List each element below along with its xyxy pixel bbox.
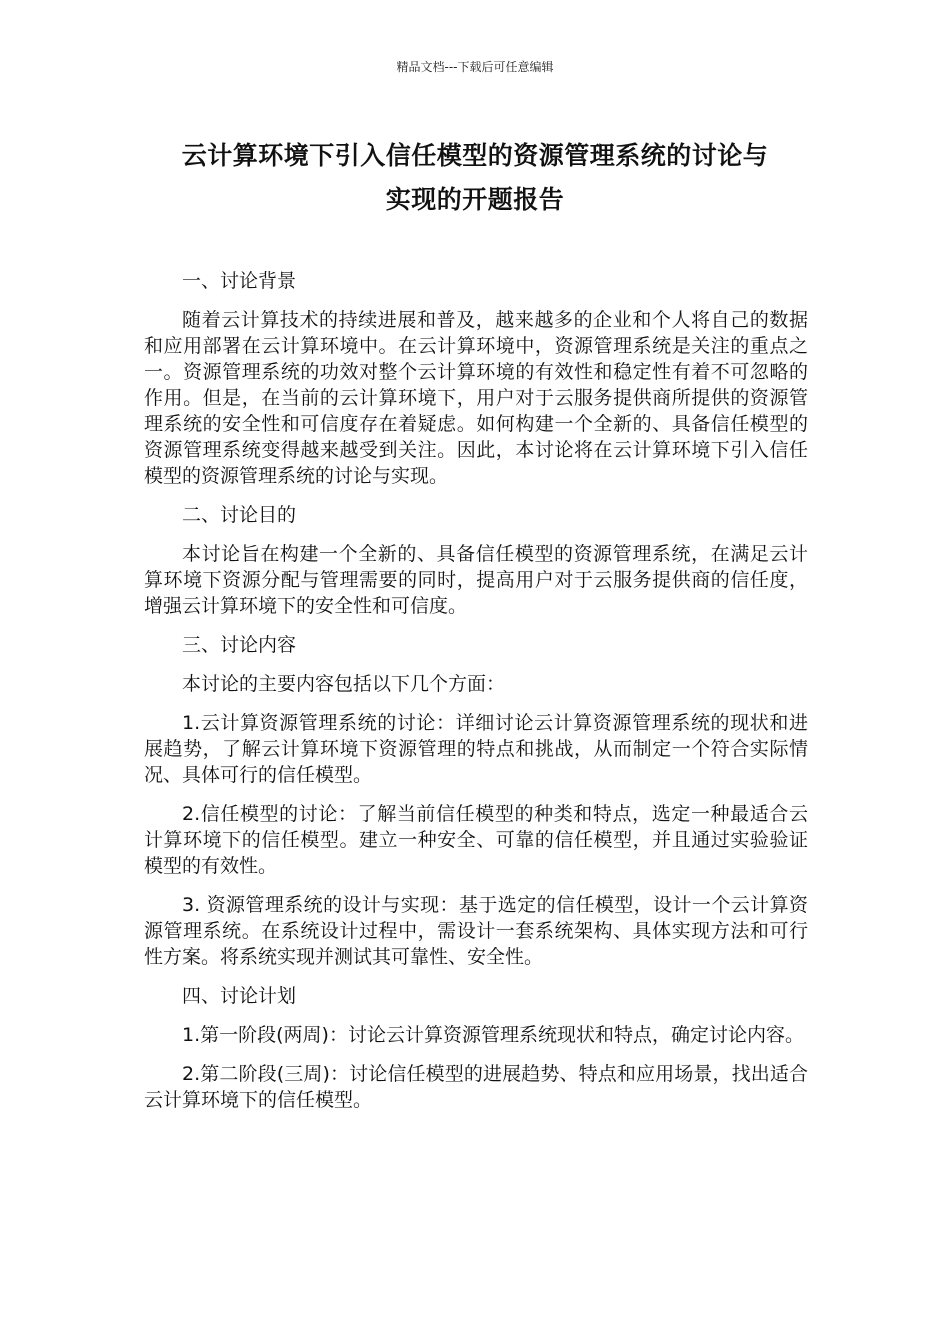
document-body [144, 268, 808, 1126]
document-title [120, 134, 830, 222]
background-paragraph: 随着云计算技术的持续进展和普及，越来越多的企业和个人将自己的数据和应用部署在云计算环境中。在云计算环境中，资源管理系统是关注的重点之一。资源管理系统的功效对整个云计算环境的有效性和稳定性有着不可忽略的作用。但是，在当前的云计算环境下，用户对于云服务提供商所提供的资源管理系统的安全性和可信度存在着疑虑。如何构建一个全新的、具备信任模型的资源管理系统变得越来越受到关注。因此，本讨论将在云计算环境下引入信任模型的资源管理系统的讨论与实现。 [144, 309, 808, 487]
background-heading: 一、讨论背景 [182, 270, 297, 292]
header-note: 精品文档---下载后可任意编辑 [396, 60, 554, 74]
content-item-2: 2.信任模型的讨论：了解当前信任模型的种类和特点，选定一种最适合云计算环境下的信任模型。建立一种安全、可靠的信任模型，并且通过实验验证模型的有效性。 [144, 803, 808, 877]
plan-heading: 四、讨论计划 [182, 985, 297, 1007]
plan-item-1: 1.第一阶段(两周)：讨论云计算资源管理系统现状和特点，确定讨论内容。 [182, 1024, 804, 1046]
purpose-paragraph: 本讨论旨在构建一个全新的、具备信任模型的资源管理系统，在满足云计算环境下资源分配与管理需要的同时，提高用户对于云服务提供商的信任度，增强云计算环境下的安全性和可信度。 [144, 543, 808, 617]
content-heading: 三、讨论内容 [182, 634, 297, 656]
content-item-1: 1.云计算资源管理系统的讨论：详细讨论云计算资源管理系统的现状和进展趋势，了解云计算环境下资源管理的特点和挑战，从而制定一个符合实际情况、具体可行的信任模型。 [144, 712, 808, 786]
content-intro: 本讨论的主要内容包括以下几个方面： [182, 673, 506, 695]
title-line-2: 实现的开题报告 [385, 185, 565, 214]
content-item-3: 3. 资源管理系统的设计与实现：基于选定的信任模型，设计一个云计算资源管理系统。在系统设计过程中，需设计一套系统架构、具体实现方法和可行性方案。将系统实现并测试其可靠性、安全性。 [144, 894, 808, 968]
purpose-heading: 二、讨论目的 [182, 504, 297, 526]
plan-item-2: 2.第二阶段(三周)：讨论信任模型的进展趋势、特点和应用场景，找出适合云计算环境下的信任模型。 [144, 1063, 808, 1111]
title-line-1: 云计算环境下引入信任模型的资源管理系统的讨论与 [181, 141, 769, 170]
